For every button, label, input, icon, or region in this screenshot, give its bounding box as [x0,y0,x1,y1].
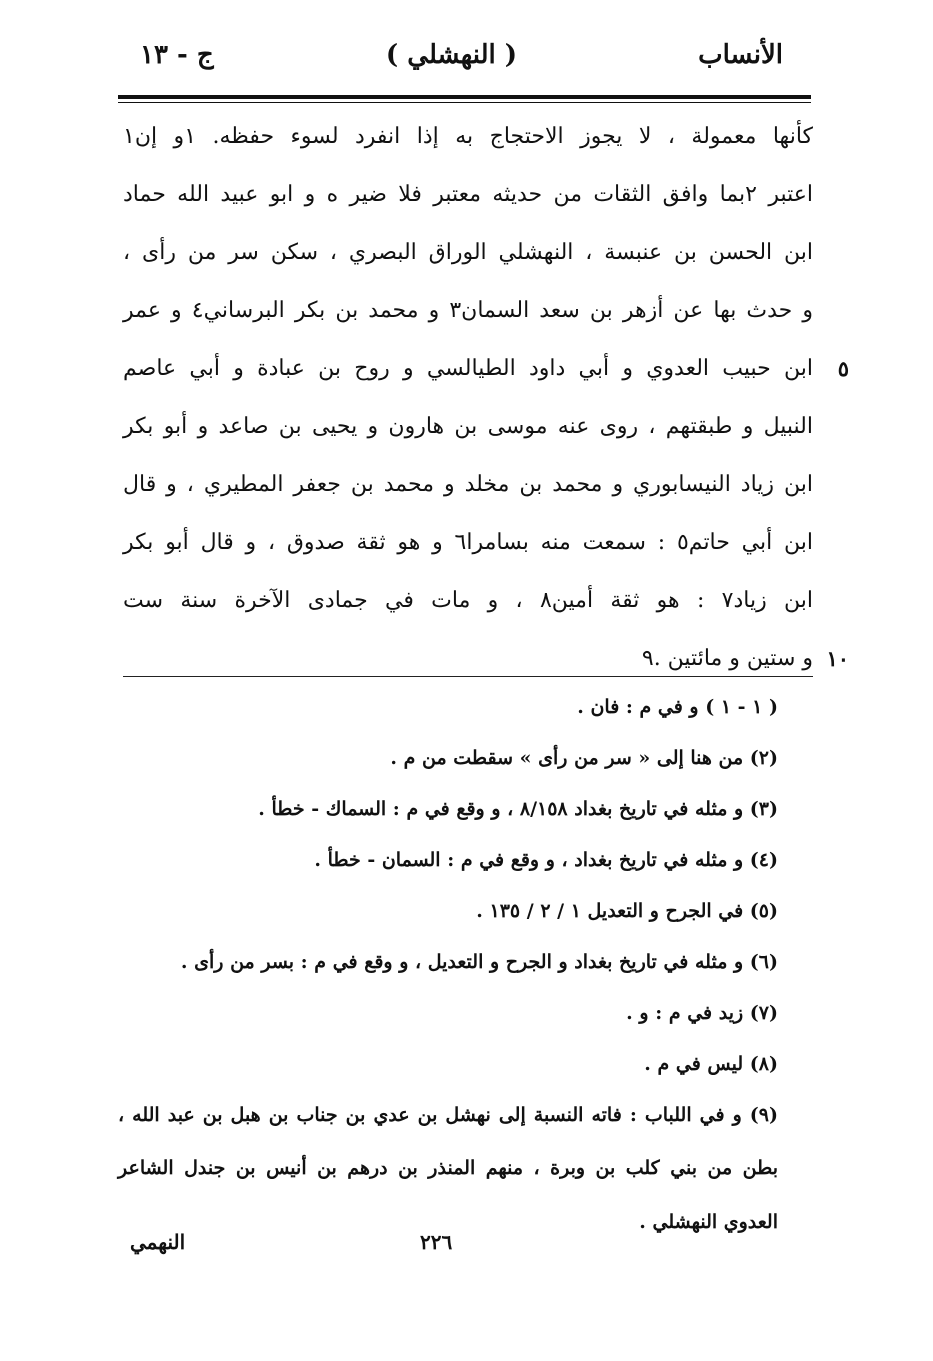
text-line-10: و ستين و مائتين .٩ [641,646,813,671]
footnote-8: (٨) ليس في م . [644,1053,778,1075]
footnote-2: (٢) من هنا إلى « سر من رأى » سقطت من م . [390,747,778,769]
header-rule-thick [118,95,811,99]
header-rule-thin [118,102,811,103]
header-book-title: الأنساب [698,40,783,70]
text-line-5-wrap [123,340,849,398]
text-line-4: و حدث بها عن أزهر بن سعد السمان٣ و محمد بن بكر البرساني٤ و عمر [123,298,813,323]
header-volume: ج - ١٣ [140,40,214,70]
text-line-5: ابن حبيب العدوي و أبي داود الطيالسي و روح بن عبادة و أبي عاصم [123,356,813,381]
line-number-5: ٥ [837,356,849,381]
text-line-3: ابن الحسن بن عنبسة ، النهشلي الوراق البصري ، سكن سر من رأى ، [123,240,813,265]
footnote-5: (٥) في الجرح و التعديل ١ / ٢ / ١٣٥ . [476,900,778,922]
footnote-6: (٦) و مثله في تاريخ بغداد و الجرح و التعديل ، و وقع في م : بسر من رأى . [180,951,778,973]
footnote-9: (٩) و في اللباب : فاته النسبة إلى نهشل بن عدي بن جناب بن هبل بن عبد الله ، [118,1104,778,1126]
line-number-10: ١٠ [826,646,849,671]
text-line-10-wrap [123,630,849,688]
page-number: ٢٢٦ [420,1230,453,1254]
page-footer [0,1230,933,1270]
footnote-1: ( ١ - ١ ) و في م : فان . [577,696,778,718]
footnote-separator [123,676,813,677]
text-line-9: ابن زياد٧ : هو ثقة أمين٨ ، و مات في جمادى الآخرة سنة ست [123,588,813,613]
header-entry-name: ( النهشلي ) [385,40,518,70]
text-line-7: ابن زياد النيسابوري و محمد بن مخلد و محمد بن جعفر المطيري ، و قال [123,472,813,497]
footnote-9-end: العدوي النهشلي . [639,1211,778,1233]
text-line-1: كأنها معمولة ، لا يجوز الاحتجاج به إذا انفرد لسوء حفظه. ١و إن١ [123,124,813,149]
footnote-4: (٤) و مثله في تاريخ بغداد ، و وقع في م : السمان - خطأ . [314,849,778,871]
footnotes [118,682,778,1249]
footnote-7: (٧) زيد في م : و . [626,1002,778,1024]
running-header [120,36,783,88]
main-text [123,108,849,688]
catchword: النهمي [130,1230,186,1254]
footnote-3: (٣) و مثله في تاريخ بغداد ٨/١٥٨ ، و وقع في م : السماك - خطأ . [258,798,778,820]
text-line-6: النبيل و طبقتهم ، روى عنه موسى بن هارون و يحيى بن صاعد و أبو بكر [123,414,813,439]
text-line-2: اعتبر ٢بما وافق الثقات من حديثه معتبر فلا ضير ه و ابو عبيد الله حماد [123,182,813,207]
footnote-9-continued: بطن من بني كلب بن وبرة ، منهم المنذر بن درهم بن أنيس بن جندل الشاعر [118,1157,778,1179]
text-line-8: ابن أبي حاتم٥ : سمعت منه بسامرا٦ و هو ثقة صدوق ، و قال أبو بكر [123,530,813,555]
